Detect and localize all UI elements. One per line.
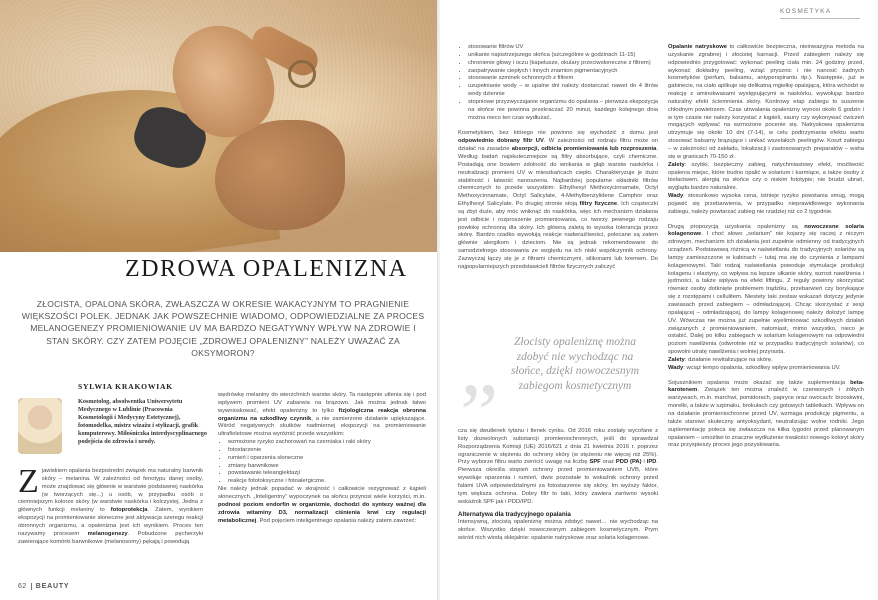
negative-effects-list [218, 439, 426, 486]
author-avatar [18, 398, 62, 454]
pull-quote-text: Złocisty opaleniznę można zdobyć nie wychodząc na słońce, dzięki nowoczesnym zabiegom kosmetycznym [510, 336, 640, 392]
list-item: • unikanie najostrzejszego słońca (szczególnie w godzinach 11-15) [468, 52, 658, 60]
paragraph: wędrówkę melaniny do wierzchnich warstw skóry. Ta następnie utlenia się i pod wpływem promieni UV zabarwia na brązowo. Jak można jednak łatwo wywnioskować, efekt opalenizny to tylko fizjologiczna reakcja obronna organizmu na szkodliwy czynnik, a nie zamierzone działanie upiększające. Wśród negatywnych skutków nadmiernej ekspozycji na promieniowanie ultrafioletowe można wyróżnić przede wszystkim: [218, 392, 426, 438]
article-lead: ZŁOCISTA, OPALONA SKÓRA, ZWŁASZCZA W OKRESIE WAKACYJNYM TO PRAGNIENIE WIĘKSZOŚCI POLEK. JEDNAK JAK POWSZECHNIE WIADOMO, ODPOWIEDZIALNE ZA PROCES MELANOGENEZY PROMIENIOWANIE UV MA BARDZO NEGATYWNY WPŁYW NA ZDROWIE I STAN SKÓRY. CZY ZATEM POJĘCIE „ZDROWEJ OPALENIZNY” NALEŻY UWAŻAĆ ZA OKSYMORON? [21, 299, 425, 358]
page-number: 62 [18, 583, 27, 590]
paragraph: cza się dwutlenek tytanu i tlenek cynku. Od 2016 roku zostały wycofane z listy dozwolonych substancji promieniochronnych, jeśli do sprawdzał Rozporządzenia Komisji (UE) 2016/621 z dnia 21 kwietnia 2016 r. poprzez ograniczenie w stężeniu do ochrony skóry (w stężeniu nie więcej niż 25%). Przy wyborze filtru warto zwrócić uwagę na liczbę SPF oraz PDD (PA) i IPD. Pierwsza określa stopień ochrony przed promieniowaniem UVB, które wywołuje oparzenia i rumień, dwie pozostałe to wskaźnik ochrony przed falami UVA odpowiedzialnymi za fotostarzenie się skóry. Im wyższy faktor, tym większa ochrona. Dobry filtr to taki, który zawiera zarówno wysoki wskaźnik SPF jak i PDD/IPD. [458, 428, 658, 505]
subheading: Alternatywa dla tradycyjnego opalania [458, 511, 571, 519]
right-page [440, 0, 878, 600]
paragraph: Zjawiskiem opalania bezpośredni związek ma naturalny barwnik skóry – melanina. W zależności od fenotypu danej osoby, może znajdować się głównie w warstwie podstawnej naskórka (w tworzących się...) u osób, w przypadku osób o ciemniejszym kolorze skóry (w warstwie naskórka i kolczystej. Jedna z głównych funkcji melaniny to fotoprotekcja. Zatem, wynikiem ekspozycji na promieniowanie słoneczne jest aktywacja szeregu reakcji obronnych organizmu, a opalenizna jest ich wynikiem. Proces ten nazywamy procesem melanogenezy. Pobudzone pęcherzyki zawierające komórki barwnikowe (melanosomy) pękają i powodują [18, 463, 204, 545]
left-page [0, 0, 438, 600]
list-item: • chronienie głowy i oczu (kapelusze, okulary przeciwsłoneczne z filtrem) [468, 60, 658, 68]
list-item: • fotostarzenie [228, 447, 426, 455]
paragraph: Opalanie natryskowe to całkowicie bezpieczna, nieinwazyjna metoda na uzyskanie zgrabnej i złocistej karnacji. Przed zabiegiem należy się odpowiednio przygotować: wykonać peeling ciała min. 24 godziny przed, wykonać dokładny peeling, wziąć prysznic i nie nanosić żadnych kosmetyków (perfum, balsamu, antyperspirantu itp.). Następnie, już w gabinecie, na ciało aplikuje się delikatną mgiełkę opalającą, która wchodzi w reakcję z aminokwasami występującymi w naskórku, wywołując bardzo naturalny efekt ściemnienia skóry. Kontrowy etap zabiegu to suszenie chłodnym powietrzem. Czas utrwalania opalenizny wynosi około 6 godzin i w tym czasie nie należy korzystać z kąpieli, sauny czy wykonywać ćwiczeń mogących wpływać na wzmożone pocenie się. Natryskowa opalenizna utrzymuje się około 10 dni (7-14), w celu podtrzymania efektu warto stosować balsamy brązujące i unikać wszelakich peelingów. Koszt zabiegu – w zależności od zakładu, lokalizacji i zastosowanych preparatów – waha się w granicach 70-150 zł. [668, 44, 865, 160]
pull-quote [458, 317, 658, 422]
paragraph: Zalety: działanie rewitalizujące na skórę. [668, 356, 773, 363]
list-item: • stopniowe przyzwyczajanie organizmu do opalania – pierwsza ekspozycja na słońce nie powinna przekraczać 20 minut, każdego kolejnego dnia można nieco ten czas wydłużać. [468, 99, 658, 123]
beach-photo [0, 0, 438, 252]
list-item: • zaopatrywanie ciepłych i innych znamion pigmentacyjnych [468, 68, 658, 76]
author-bio: Kosmetolog, absolwentka Uniwersytetu Medycznego w Lublinie (Pracownia Kosmetologii i Medycyny Estetycznej), fotomodelka, mistrz wizażu i stylizacji, grafik komputerowy. Miłośniczka interdyscyplinarnego podejścia do zdrowia i urody. [78, 398, 207, 445]
list-item: • rumień i oparzenia słoneczne [228, 455, 426, 463]
magazine-brand: BEAUTY [31, 583, 70, 590]
right-column-2 [668, 44, 864, 450]
list-item: • powstawanie teleangiektazji [228, 470, 426, 478]
paragraph: Wady: stosunkowo wysoka cena, istnieje ryzyko powstania smug, mogą pojawić się przebarwienia, w przypadku nieprawidłowego wykonania zabiegu, należy powtarzać zabieg nie rzadziej niż co 2 tygodnie. [668, 193, 864, 215]
paragraph: Kosmetykiem, bez którego nie powinno się wychodzić z domu jest odpowiednio dobrany filtr UV. W zależności od rodzaju filtru może on działać na zasadzie absorpcji, odbicia promieniowania lub rozproszenia. Według badań najskuteczniejsze są filtry absorbujące, czyli chemiczne. Posiadają one bowiem zdolność do wnikania w głąb warstw naskórka i neutralizacji promieni UV w mieszkańcach ciepło. Charakteryzuje je dużo stabilność i łatwość nanoszenia. Najbardziej popularne składniki filtrów chemicznych to przede wszystkim: Ethylhexyl Methoxycinnamate, Octyl Methoxycinnamate, Octyl Salicylate, 4-Methylbenzylidene Camphor oraz Ethylhexyl Salicylate. Po drugiej stronie stoją filtry fizyczne. Ich cząsteczki są zbyt duże, aby móc wniknąć do naskórka, więc ich mechanizm działania jest odbicie i rozproszenie promieniowania, co tworzy pewnego rodzaju powłokę ochronną dla skóry. Ich główną zaletą to wysoka tolerancja przez skórę. Bardzo rzadko wywołują reakcje nadwrażliwości, polecane są zatem głównie alergikom i dzieciom. Nie są jednak rekomendowane do samodzielnego stosowania ze względu na ich niski współczynnik ochrony. Zazwyczaj łączy się je z filtrami chemicznymi, silikonami lub kremem. Do najpopularniejszych przedstawicieli filtrów fizycznych zaliczyć [458, 130, 659, 270]
paragraph: Drugą propozycją uzyskania opalenizny są nowoczesne solaria kolagenowe. I choć słowo „solarium” nie kojarzy się raczej z niczym zdrowym, mechanizm ich działania jest zupełnie odmienny od tradycyjnych urządzeń. Podstawową różnicą w naświetlaniu do tradycyjnych solariów są lampy zamieszczone w kabinach – tutaj ma się do czynienia z lampami kolagenowymi. Taki rodzaj naświetlania powoduje stymulacje produkcji kolagenu i elastyny, co wpływa na lepsze ułkanie skóry, wzrost nawilżenia i jędrności, a także wpływa na efekt liftingu. Z reguły powinny skorzystać również osoby dotknięte problemem trądziku, przebarwień czy borykające się z rozstępami i cellulitem. Niestety taki zestaw wskazań dotyczy jedynie zawiasach przed zabiegiem – odmładzającej. Chcąc skorzystać z sesji opalającej – odmładzającej, do lampy kolagenowej należy dołożyć lampę UV. Wówczas nie można już zupełnie wyeliminować szkodliwych działań związanych z promieniowaniem, natomiast, mimo wszystko, nieco je ostabić. Dalej po kilku zabiegach w solarium kolagenowym na odpowiedni poziom nawilżenia (odwrotnie niż w przypadku tradycyjnych solariów), co spowolni utratę nawilżenia i wolniej przyrasta. [668, 223, 864, 356]
list-item: • reakcje fototoksyczne i fotoalergiczne. [228, 478, 426, 486]
paragraph: Sojusznikiem opalania może okazać się także suplementacja beta-karotenem. Związek ten można znaleźć w czerwonych i żółtych warzywach, m.in. marchwi, pomidorach, papryce oraz owocach: brzoskwini, morelki, a także w szpinaku, brokułach czy gotowych tabletkach. Wpływa on na działanie promieniochronne przed UV, wzmaga produkcję pigmentu, a także stanowi skuteczny antyoksydant, neutralizując wolne rodniki. Jego suplementację poleca się zwłaszcza na kilka tygodni przed planowanym opalaniem – umożliwi to znaczne wydłużenie trwałości nowego koloryt skóry oraz przyspieszy proces jego pozyskiwania. [668, 379, 864, 449]
list-item: • stosowanie szminek ochronnych z filtrem [468, 75, 658, 83]
left-column-1 [18, 463, 204, 546]
left-column-2 [218, 392, 426, 525]
list-item: • wzmożone ryzyko zachorowań na czerniaka i raki skóry [228, 439, 426, 447]
paragraph: Nie należy jednak popadać w skrajność i całkowicie rezygnować z kąpieli słonecznych. „Inteligentny” wypoczynek na słońcu przynosi wiele korzyści, m.in. podnosi poziom endorfin w organizmie, dochodzi do syntezy ważnej dla zdrowia witaminy D3, normalizacji ciśnienia krwi czy regulacji metabolicznej. Pod pojęciem inteligentnego opalania należy zatem zawrzeć: [218, 486, 426, 524]
right-column-1-top [458, 44, 658, 272]
list-item: • uzupełnianie wody – w upalne dni należy dostarczać nawet do 4 litrów wody dziennie [468, 83, 658, 99]
paragraph: Wady: wciąż tempo opalania, szkodliwy wpływ promieniowania UV. [668, 364, 841, 371]
paragraph: Intensywną, złocistą opaleniznę można zdobyć nawet… nie wychodząc na słońce. Wszystko dzięki nowoczesnym zabiegom kosmetycznym. Prym wśród nich wiodą sklejalnie: opalanie natryskowe oraz solaria kolagenowe. [458, 519, 658, 541]
section-tag: KOSMETYKA [780, 8, 860, 19]
page-folio [18, 583, 69, 590]
list-item: • stosowanie filtrów UV [468, 44, 658, 52]
drop-cap: Z [18, 463, 39, 500]
article-title: ZDROWA OPALENIZNA [125, 256, 408, 282]
smart-tanning-list [458, 44, 658, 122]
list-item: • zmiany barwnikowe [228, 463, 426, 471]
quote-mark-icon: „ [460, 317, 499, 413]
right-column-1-bottom [458, 428, 658, 543]
photo-bracelet [288, 60, 316, 88]
author-name: SYLWIA KRAKOWIAK [78, 382, 174, 391]
paragraph: Zalety: szybki, bezpieczny zabieg, natychmiastowy efekt, możliwość opalenia miejsc, które trudno opalić w solarium i karmiące, a także osoby z bielactwem, alergią na słońce czy o niskim fototypie; nie brudzi ubrań, wygląda bardzo naturalnie. [668, 161, 864, 192]
